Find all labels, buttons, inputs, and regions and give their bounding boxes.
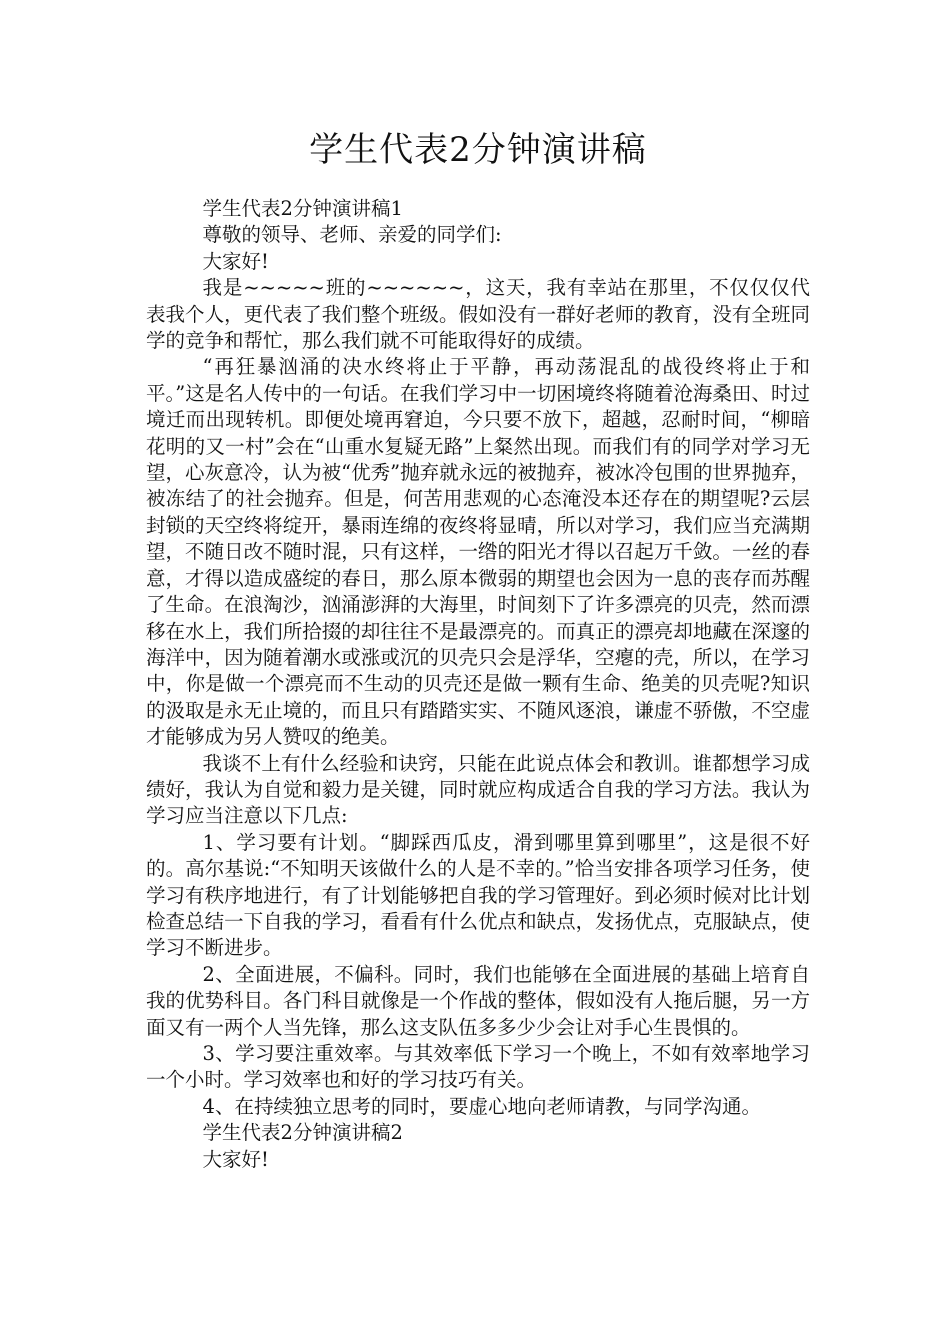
list-item-1: 1、学习要有计划。“脚踩西瓜皮，滑到哪里算到哪里”，这是很不好的。高尔基说:“不知明天该做什么的人是不幸的。”恰当安排各项学习任务，使学习有秩序地进行，有了计划能够把自我的学习管理好。到必须时候对比计划检查总结一下自我的学习，看看有什么优点和缺点，发扬优点，克服缺点，使学习不断进步。 (146, 830, 810, 960)
document-body (146, 196, 810, 1173)
list-item-3: 3、学习要注重效率。与其效率低下学习一个晚上，不如有效率地学习一个小时。学习效率也和好的学习技巧有关。 (146, 1042, 810, 1092)
paragraph-intro: 我是~~~~~班的~~~~~~，这天，我有幸站在那里，不仅仅仅代表我个人，更代表了我们整个班级。假如没有一群好老师的教育，没有全班同学的竞争和帮忙，那么我们就不可能取得好的成绩。 (146, 276, 810, 353)
section-heading-1: 学生代表2分钟演讲稿1 (202, 197, 403, 220)
paragraph-quote: “再狂暴汹涌的决水终将止于平静，再动荡混乱的战役终将止于和平。”这是名人传中的一句话。在我们学习中一切困境终将随着沧海桑田、时过境迁而出现转机。即便处境再窘迫，今只要不放下，超越，忍耐时间，“柳暗花明的又一村”会在“山重水复疑无路”上粲然出现。而我们有的同学对学习无望，心灰意冷，认为被“优秀”抛弃就永远的被抛弃，被冰冷包围的世界抛弃，被冻结了的社会抛弃。但是，何苦用悲观的心态淹没本还存在的期望呢?云层封锁的天空终将绽开，暴雨连绵的夜终将显晴，所以对学习，我们应当充满期望，不随日改不随时混，只有这样，一绺的阳光才得以召起万千敛。一丝的春意，才得以造成盛绽的春日，那么原本微弱的期望也会因为一息的丧存而苏醒了生命。在浪淘沙，汹涌澎湃的大海里，时间刻下了许多漂亮的贝壳，然而漂移在水上，我们所拾掇的却往往不是最漂亮的。而真正的漂亮却地藏在深邃的海洋中，因为随着潮水或涨或沉的贝壳只会是浮华，空瘪的壳，所以，在学习中，你是做一个漂亮而不生动的贝壳还是做一颗有生命、绝美的贝壳呢?知识的汲取是永无止境的，而且只有踏踏实实、不随风逐浪，谦虚不骄傲，不空虚才能够成为另人赞叹的绝美。 (146, 355, 810, 749)
list-item-4: 4、在持续独立思考的同时，要虚心地向老师请教，与同学沟通。 (202, 1094, 761, 1118)
paragraph-experience: 我谈不上有什么经验和诀窍，只能在此说点体会和教训。谁都想学习成绩好，我认为自觉和毅力是关键，同时就应构成适合自我的学习方法。我认为学习应当注意以下几点: (146, 751, 810, 828)
section-heading-2: 学生代表2分钟演讲稿2 (202, 1121, 403, 1145)
greeting: 大家好! (202, 249, 269, 273)
greeting-2: 大家好! (202, 1147, 269, 1171)
list-item-2: 2、全面进展，不偏科。同时，我们也能够在全面进展的基础上培育自我的优势科目。各门科目就像是一个作战的整体，假如没有人拖后腿，另一方面又有一两个人当先锋，那么这支队伍多多少少会让对手心生畏惧的。 (146, 962, 810, 1039)
salutation: 尊敬的领导、老师、亲爱的同学们: (202, 223, 502, 247)
document-title: 学生代表2分钟演讲稿 (309, 130, 647, 170)
